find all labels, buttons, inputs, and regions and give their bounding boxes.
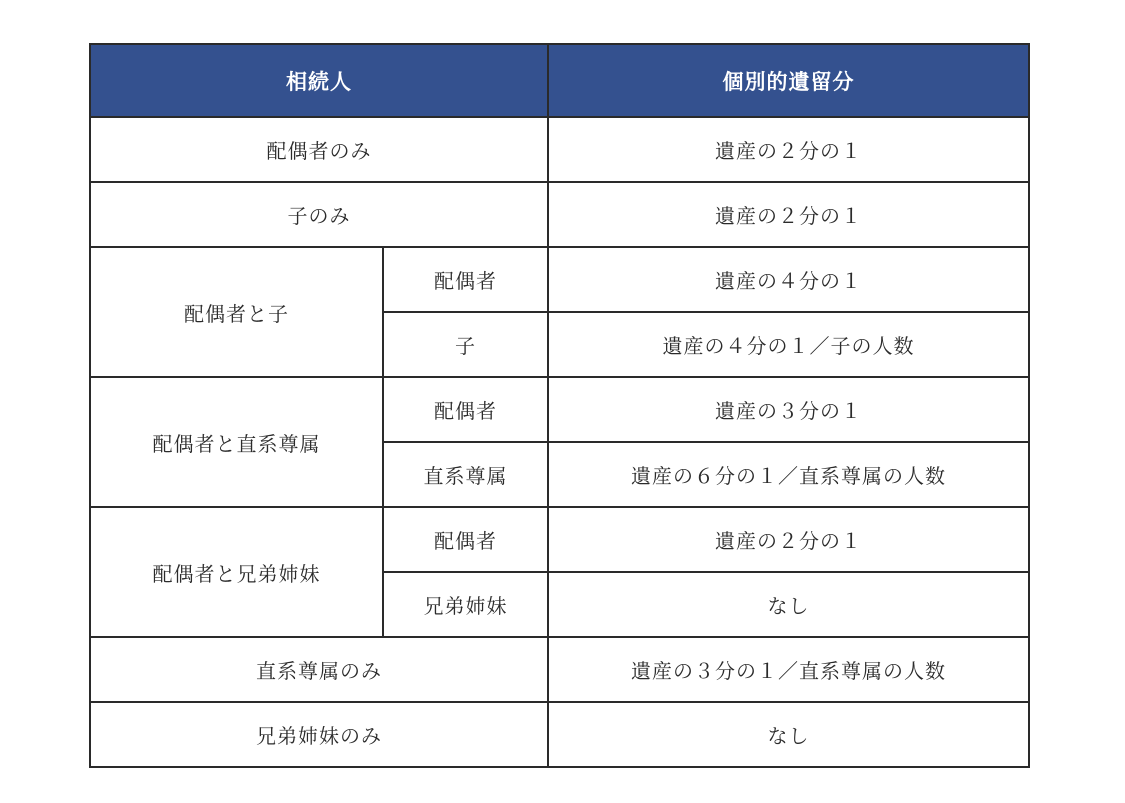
- heir-sub-cell: 配偶者: [383, 247, 548, 312]
- table-row: [90, 507, 1029, 572]
- heir-cell: 子のみ: [90, 182, 548, 247]
- share-cell: 遺産の４分の１: [548, 247, 1029, 312]
- table-row: [90, 247, 1029, 312]
- table-header-row: [90, 44, 1029, 117]
- share-cell: 遺産の２分の１: [548, 182, 1029, 247]
- header-share: 個別的遺留分: [548, 44, 1029, 117]
- heir-sub-cell: 配偶者: [383, 377, 548, 442]
- heir-sub-cell: 直系尊属: [383, 442, 548, 507]
- heir-group-cell: 配偶者と直系尊属: [90, 377, 383, 507]
- table-row: [90, 182, 1029, 247]
- share-cell: 遺産の４分の１／子の人数: [548, 312, 1029, 377]
- heir-group-cell: 配偶者と兄弟姉妹: [90, 507, 383, 637]
- table-row: [90, 117, 1029, 182]
- heir-sub-cell: 兄弟姉妹: [383, 572, 548, 637]
- heir-cell: 兄弟姉妹のみ: [90, 702, 548, 767]
- share-cell: 遺産の３分の１／直系尊属の人数: [548, 637, 1029, 702]
- share-cell: なし: [548, 702, 1029, 767]
- share-cell: なし: [548, 572, 1029, 637]
- heir-group-cell: 配偶者と子: [90, 247, 383, 377]
- heir-cell: 配偶者のみ: [90, 117, 548, 182]
- heir-cell: 直系尊属のみ: [90, 637, 548, 702]
- share-cell: 遺産の６分の１／直系尊属の人数: [548, 442, 1029, 507]
- share-cell: 遺産の２分の１: [548, 117, 1029, 182]
- share-cell: 遺産の２分の１: [548, 507, 1029, 572]
- heir-sub-cell: 配偶者: [383, 507, 548, 572]
- legal-reserve-table: [89, 43, 1030, 768]
- table-row: [90, 377, 1029, 442]
- table-row: [90, 637, 1029, 702]
- legal-reserve-table-container: [89, 43, 1028, 768]
- header-heir: 相続人: [90, 44, 548, 117]
- share-cell: 遺産の３分の１: [548, 377, 1029, 442]
- heir-sub-cell: 子: [383, 312, 548, 377]
- table-row: [90, 702, 1029, 767]
